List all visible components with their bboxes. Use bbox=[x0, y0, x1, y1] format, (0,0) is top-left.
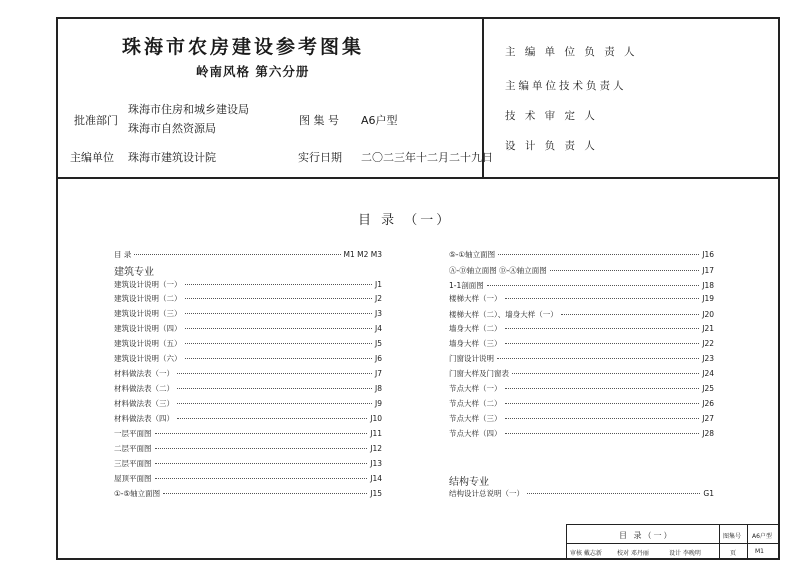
toc-item-code: J28 bbox=[702, 429, 714, 438]
titleblock-name: 目 录（一） bbox=[619, 531, 674, 540]
toc-item-code: J5 bbox=[375, 339, 382, 348]
title-block bbox=[566, 524, 780, 560]
header-divider-horizontal bbox=[56, 177, 780, 179]
toc-row bbox=[449, 281, 714, 291]
date-label: 实行日期 bbox=[298, 151, 342, 164]
toc-row bbox=[114, 309, 382, 319]
toc-item-code: J18 bbox=[702, 281, 714, 290]
toc-item-code: J21 bbox=[702, 324, 714, 333]
toc-row bbox=[114, 369, 382, 379]
toc-row bbox=[449, 310, 714, 320]
titleblock-atlas-no-value: A6户型 bbox=[752, 533, 772, 540]
toc-item-name: 门窗设计说明 bbox=[449, 354, 494, 363]
toc-item-name: 节点大样（一） bbox=[449, 384, 502, 393]
toc-item-code: J19 bbox=[702, 294, 714, 303]
toc-item-name: 楼梯大样（一） bbox=[449, 294, 502, 303]
toc-item-name: 门窗大样及门窗表 bbox=[449, 369, 509, 378]
toc-row bbox=[449, 369, 714, 379]
toc-item-code: J20 bbox=[702, 310, 714, 319]
toc-item-name: 材料做法表（三） bbox=[114, 399, 174, 408]
toc-item-code: J27 bbox=[702, 414, 714, 423]
toc-item-name: 墙身大样（二） bbox=[449, 324, 502, 333]
toc-item-code: J17 bbox=[702, 266, 714, 275]
toc-item-name: 建筑设计说明（三） bbox=[114, 309, 182, 318]
atlas-no-value: A6户型 bbox=[361, 114, 398, 127]
toc-row bbox=[114, 474, 382, 484]
titleblock-page-value: M1 bbox=[755, 548, 764, 555]
titleblock-check-2: 校对 邓丹丽 bbox=[617, 550, 649, 557]
toc-item-name: 建筑设计说明（四） bbox=[114, 324, 182, 333]
approval-label: 批准部门 bbox=[74, 114, 118, 127]
toc-item-code: J2 bbox=[375, 294, 382, 303]
toc-title: 目 录 （一） bbox=[358, 213, 453, 228]
toc-row bbox=[449, 429, 714, 439]
toc-item-code: J22 bbox=[702, 339, 714, 348]
toc-item-name: ⑤-①轴立面图 bbox=[449, 250, 496, 259]
toc-row bbox=[114, 429, 382, 439]
approval-dept-1: 珠海市住房和城乡建设局 bbox=[128, 103, 249, 116]
toc-row bbox=[449, 354, 714, 364]
toc-item-code: J6 bbox=[375, 354, 382, 363]
titleblock-page-label: 页 bbox=[730, 550, 737, 557]
toc-row bbox=[114, 250, 382, 260]
toc-item-name: 建筑设计说明（一） bbox=[114, 280, 182, 289]
toc-row bbox=[449, 266, 714, 276]
date-value: 二〇二三年十二月二十九日 bbox=[361, 151, 493, 164]
toc-item-code: J8 bbox=[375, 384, 382, 393]
toc-item-code: J4 bbox=[375, 324, 382, 333]
toc-item-name: 建筑设计说明（六） bbox=[114, 354, 182, 363]
section-architecture: 建筑专业 bbox=[114, 267, 154, 278]
toc-row bbox=[114, 444, 382, 454]
toc-item-name: 一层平面图 bbox=[114, 429, 152, 438]
toc-item-name: 二层平面图 bbox=[114, 444, 152, 453]
toc-row bbox=[114, 280, 382, 290]
toc-item-name: 材料做法表（一） bbox=[114, 369, 174, 378]
toc-item-name: 材料做法表（四） bbox=[114, 414, 174, 423]
responsible-1: 主 编 单 位 负 责 人 bbox=[505, 46, 638, 58]
toc-row bbox=[114, 489, 382, 499]
toc-item-name: 1-1剖面图 bbox=[449, 281, 484, 290]
toc-row bbox=[449, 339, 714, 349]
section-structure: 结构专业 bbox=[449, 477, 489, 488]
toc-item-name: 三层平面图 bbox=[114, 459, 152, 468]
toc-item-code: J26 bbox=[702, 399, 714, 408]
toc-item-name: 结构设计总说明（一） bbox=[449, 489, 524, 498]
toc-row bbox=[449, 324, 714, 334]
toc-item-code: J23 bbox=[702, 354, 714, 363]
toc-row bbox=[114, 399, 382, 409]
toc-item-name: 墙身大样（三） bbox=[449, 339, 502, 348]
approval-dept-2: 珠海市自然资源局 bbox=[128, 122, 216, 135]
toc-item-code: J24 bbox=[702, 369, 714, 378]
responsible-3: 技 术 审 定 人 bbox=[505, 110, 598, 122]
titleblock-atlas-no-label: 图集号 bbox=[723, 533, 742, 540]
toc-row bbox=[449, 250, 714, 260]
responsible-2: 主编单位技术负责人 bbox=[505, 80, 627, 92]
toc-row bbox=[449, 294, 714, 304]
editor-value: 珠海市建筑设计院 bbox=[128, 151, 216, 164]
toc-item-code: J11 bbox=[370, 429, 382, 438]
toc-item-code: J15 bbox=[370, 489, 382, 498]
toc-row bbox=[114, 339, 382, 349]
titleblock-check-3: 设计 李晚明 bbox=[669, 550, 701, 557]
toc-item-code: G1 bbox=[703, 489, 714, 498]
atlas-title: 珠海市农房建设参考图集 bbox=[122, 36, 365, 58]
toc-row bbox=[114, 324, 382, 334]
toc-row bbox=[114, 414, 382, 424]
editor-label: 主编单位 bbox=[70, 151, 114, 164]
atlas-no-label: 图 集 号 bbox=[299, 114, 339, 127]
toc-item-name: 材料做法表（二） bbox=[114, 384, 174, 393]
toc-row bbox=[114, 459, 382, 469]
toc-item-name: 目 录 bbox=[114, 250, 132, 259]
toc-item-code: J1 bbox=[375, 280, 382, 289]
toc-item-code: J13 bbox=[370, 459, 382, 468]
toc-item-code: M1 M2 M3 bbox=[343, 250, 382, 259]
toc-row bbox=[449, 384, 714, 394]
toc-item-code: J14 bbox=[370, 474, 382, 483]
toc-row bbox=[449, 489, 714, 499]
toc-item-code: J12 bbox=[370, 444, 382, 453]
responsible-4: 设 计 负 责 人 bbox=[505, 140, 598, 152]
toc-item-name: 屋顶平面图 bbox=[114, 474, 152, 483]
toc-item-name: 楼梯大样（二）、墙身大样（一） bbox=[449, 310, 558, 319]
toc-item-name: 建筑设计说明（二） bbox=[114, 294, 182, 303]
toc-item-name: 节点大样（三） bbox=[449, 414, 502, 423]
toc-item-name: 节点大样（二） bbox=[449, 399, 502, 408]
toc-item-name: Ⓐ-Ⓓ轴立面图 Ⓓ-Ⓐ轴立面图 bbox=[449, 266, 547, 275]
toc-item-name: ①-⑤轴立面图 bbox=[114, 489, 161, 498]
toc-row bbox=[449, 414, 714, 424]
toc-item-name: 节点大样（四） bbox=[449, 429, 502, 438]
toc-row bbox=[449, 399, 714, 409]
toc-item-code: J7 bbox=[375, 369, 382, 378]
toc-row bbox=[114, 384, 382, 394]
atlas-subtitle: 岭南风格 第六分册 bbox=[196, 64, 310, 79]
toc-item-code: J10 bbox=[370, 414, 382, 423]
toc-item-code: J9 bbox=[375, 399, 382, 408]
toc-item-code: J25 bbox=[702, 384, 714, 393]
toc-item-name: 建筑设计说明（五） bbox=[114, 339, 182, 348]
toc-row bbox=[114, 354, 382, 364]
toc-row bbox=[114, 294, 382, 304]
titleblock-check-1: 审核 戴志新 bbox=[570, 550, 602, 557]
toc-item-code: J3 bbox=[375, 309, 382, 318]
toc-item-code: J16 bbox=[702, 250, 714, 259]
